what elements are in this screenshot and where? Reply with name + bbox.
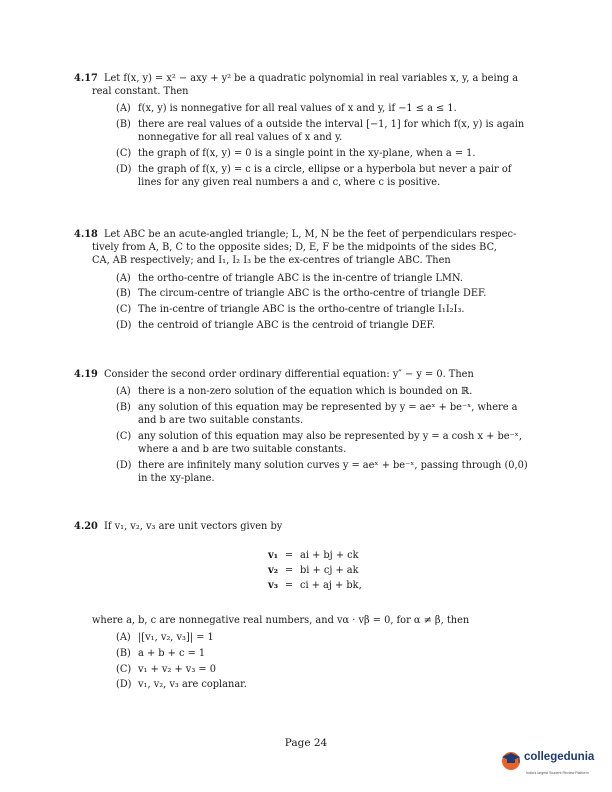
option-a: (A) f(x, y) is nonnegative for all real values of x and y, if −1 ≤ a ≤ 1. <box>116 103 457 115</box>
option-a: (A) |[v₁, v₂, v₃]| = 1 <box>116 632 214 644</box>
graduation-cap-icon <box>500 749 522 771</box>
options-list <box>74 272 544 332</box>
question-number: 4.18 <box>74 229 98 240</box>
vector-row: v₃ = ci + aj + bk, <box>268 579 362 591</box>
option-b: (B) a + b + c = 1 <box>116 647 206 659</box>
option-b: (B) The circum-centre of triangle ABC is the ortho-centre of triangle DEF. <box>116 288 487 300</box>
question-number: 4.19 <box>74 369 98 380</box>
question-stem: 4.19 Consider the second order ordinary differential equation: y″ − y = 0. Then <box>74 369 474 380</box>
option-d: (D) v₁, v₂, v₃ are coplanar. <box>116 679 247 691</box>
question-stem: 4.18 Let ABC be an acute-angled triangle; L, M, N be the feet of perpendiculars respec- <box>74 229 517 240</box>
option-c: (C) The in-centre of triangle ABC is the ortho-centre of triangle I₁I₂I₃. <box>116 304 465 316</box>
question-4-17 <box>74 72 544 192</box>
options-list <box>92 631 562 691</box>
question-number: 4.20 <box>74 521 98 532</box>
option-b: (B) any solution of this equation may be represented by y = aeˣ + be⁻ˣ, where a and b are two suitable constants. <box>116 401 518 427</box>
vector-row: v₁ = ai + bj + ck <box>268 549 359 561</box>
collegedunia-logo <box>500 749 608 779</box>
question-number: 4.17 <box>74 73 98 84</box>
question-4-20-continued <box>74 614 562 694</box>
question-stem-continued: tively from A, B, C to the opposite sides; D, E, F be the midpoints of the sides BC, CA, AB respectively; and I₁, I₂ I₃ be the ex-centres of triangle ABC. Then <box>92 242 497 267</box>
option-c: (C) any solution of this equation may also be represented by y = a cosh x + be⁻ˣ, where a and b are two suitable constants. <box>116 430 522 456</box>
question-stem: 4.17 Let f(x, y) = x² − axy + y² be a quadratic polynomial in real variables x, y, a being a <box>74 73 519 84</box>
option-c: (C) v₁ + v₂ + v₃ = 0 <box>116 663 216 675</box>
logo-text: collegedunia <box>524 751 595 763</box>
question-stem-continued: real constant. Then <box>92 86 189 98</box>
options-list <box>74 385 544 485</box>
vector-definitions <box>256 548 426 593</box>
option-d: (D) the centroid of triangle ABC is the centroid of triangle DEF. <box>116 319 436 331</box>
option-d: (D) there are infinitely many solution curves y = aeˣ + be⁻ˣ, passing through (0,0) in the xy-plane. <box>116 459 528 484</box>
options-list <box>74 102 544 189</box>
option-b: (B) there are real values of a outside the interval [−1, 1] for which f(x, y) is again nonnegative for all real values of x and y. <box>116 119 525 144</box>
question-4-18 <box>74 228 544 334</box>
question-4-19 <box>74 368 544 488</box>
question-stem-after: where a, b, c are nonnegative real numbers, and vα · vβ = 0, for α ≠ β, then <box>92 615 470 626</box>
page-number: Page 24 <box>284 737 328 749</box>
option-c: (C) the graph of f(x, y) = 0 is a single point in the xy-plane, when a = 1. <box>116 148 476 160</box>
question-stem: 4.20 If v₁, v₂, v₃ are unit vectors given by <box>74 521 283 532</box>
option-d: (D) the graph of f(x, y) = c is a circle, ellipse or a hyperbola but never a pair of lines for any given real numbers a and c, where c is positive. <box>116 163 512 188</box>
logo-tagline: India's largest Student Review Platform <box>526 771 589 775</box>
vector-row: v₂ = bi + cj + ak <box>268 564 359 576</box>
option-a: (A) there is a non-zero solution of the equation which is bounded on ℝ. <box>116 386 473 398</box>
question-4-20 <box>74 520 544 533</box>
option-a: (A) the ortho-centre of triangle ABC is the in-centre of triangle LMN. <box>116 272 464 284</box>
